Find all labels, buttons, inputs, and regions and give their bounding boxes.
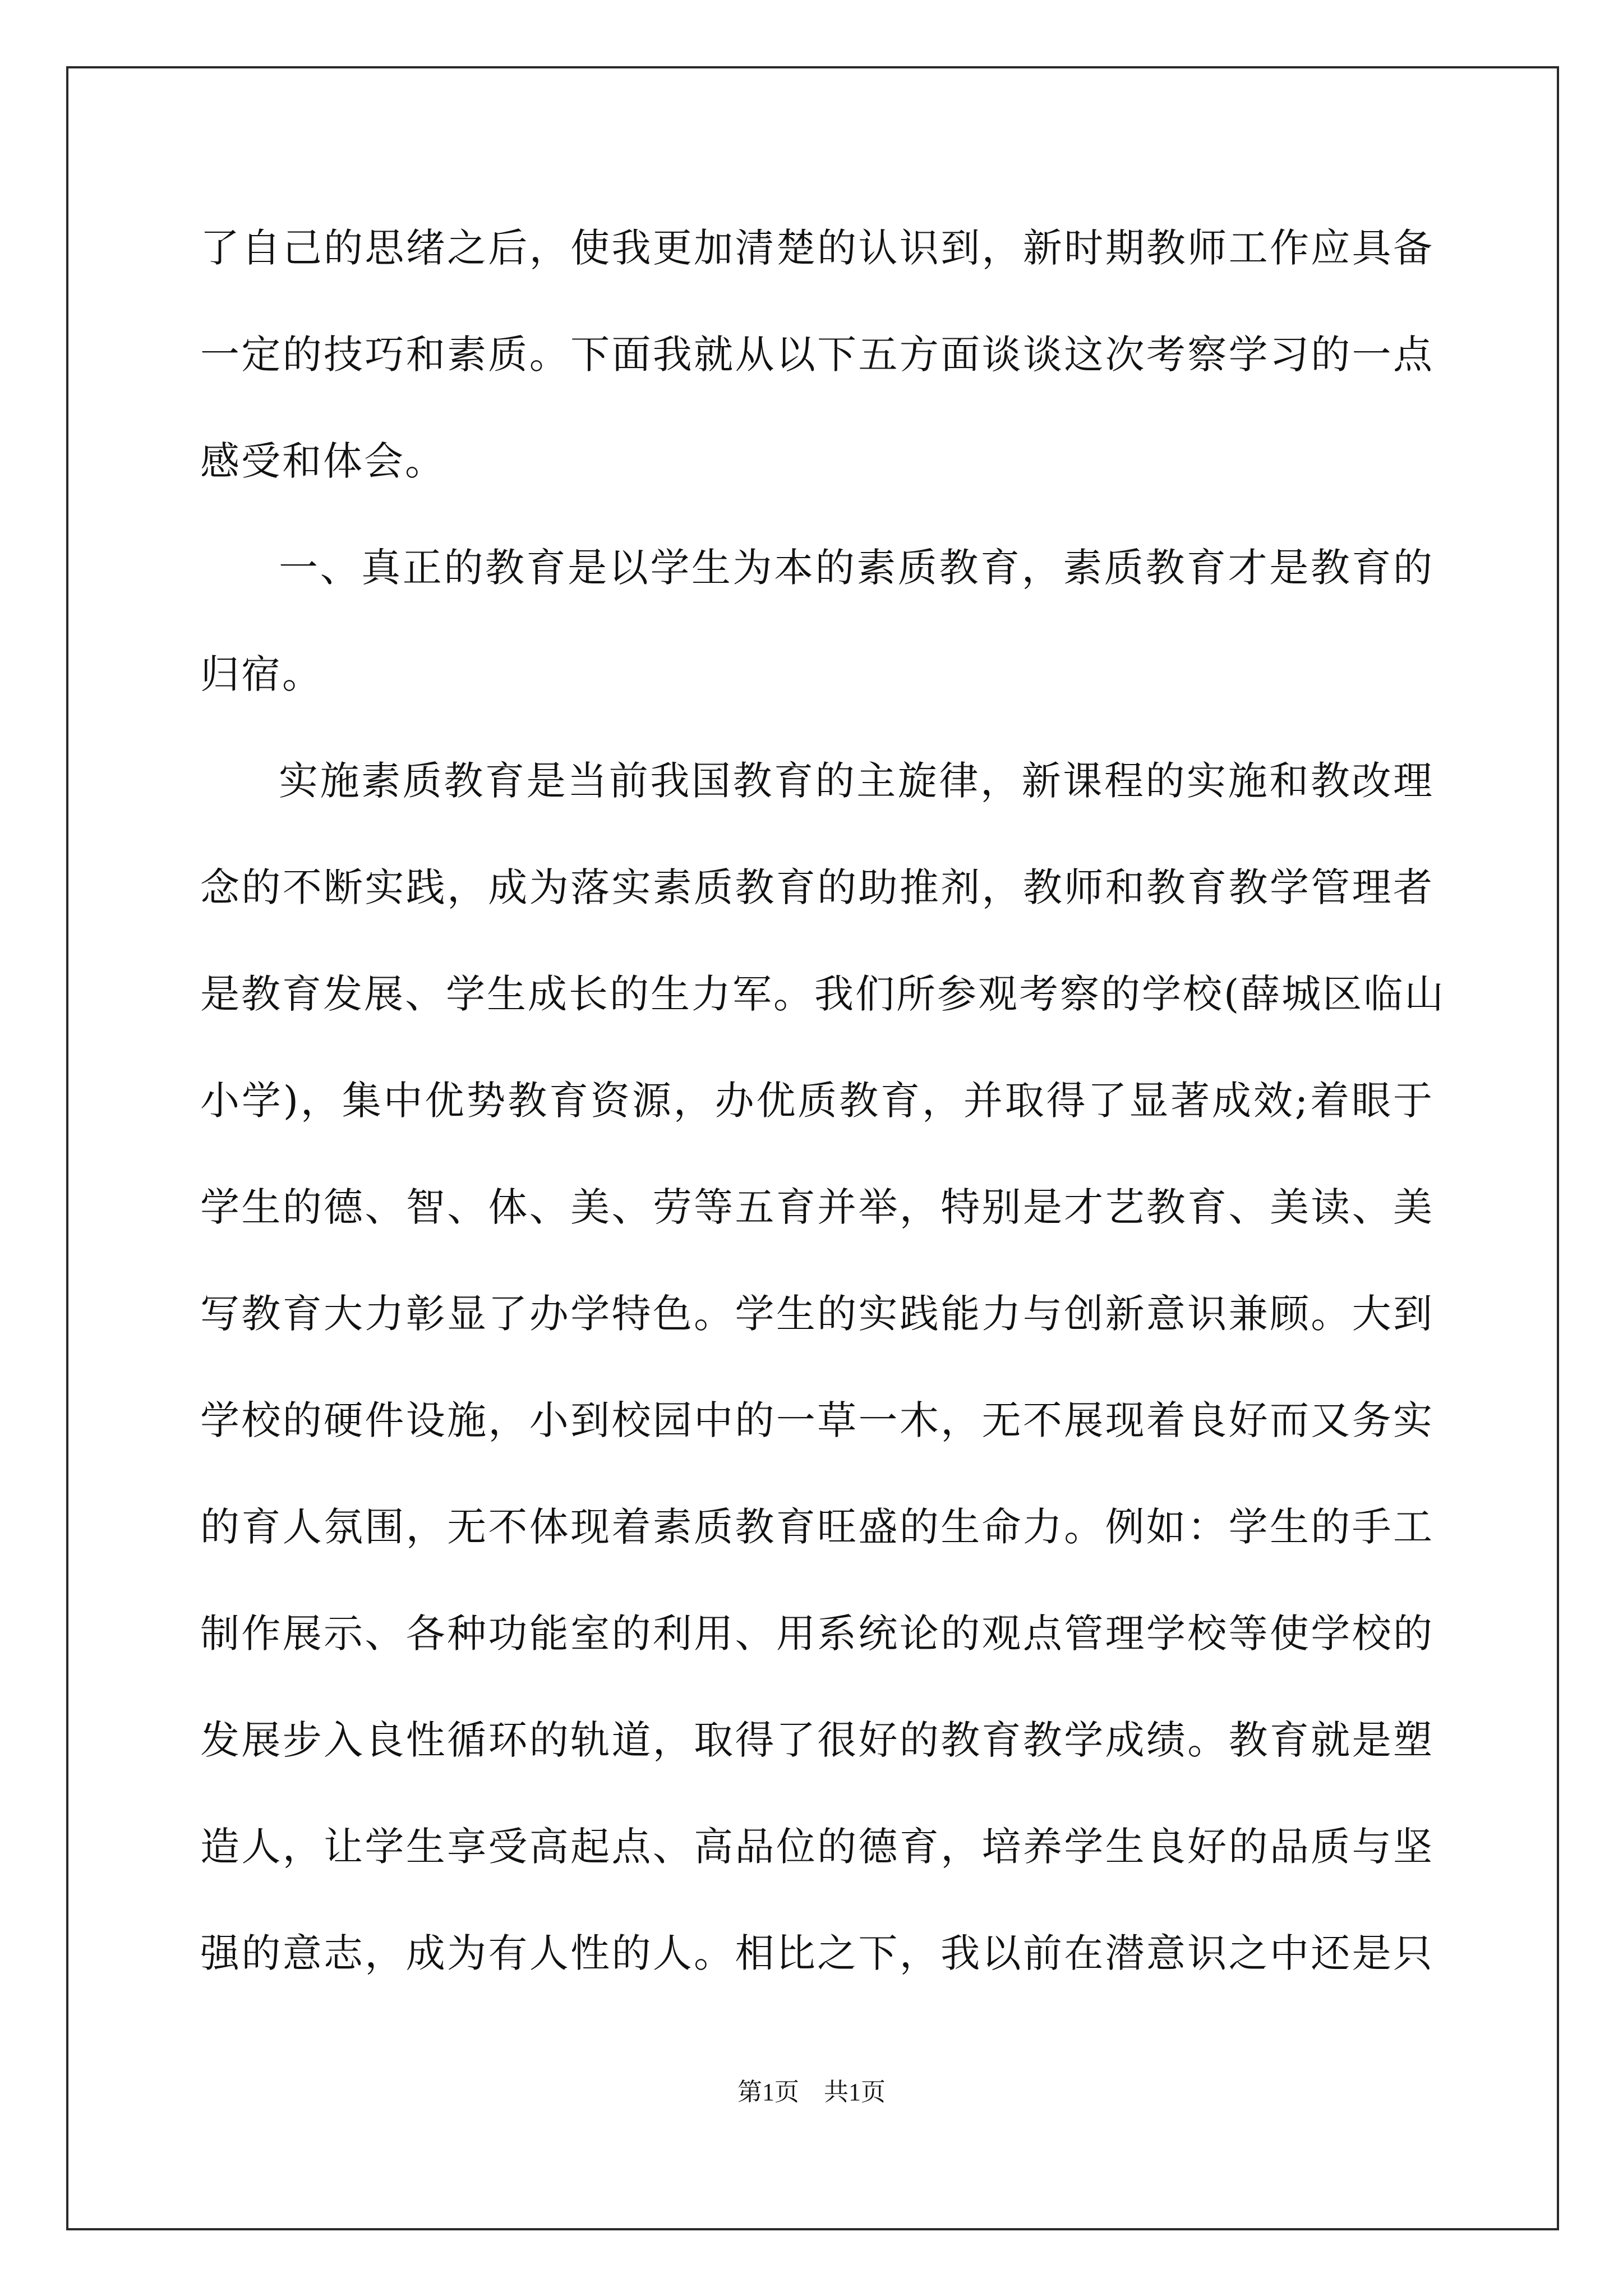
- text-line: 归宿。: [200, 651, 323, 697]
- page-border: [66, 66, 1559, 2230]
- text-line: 的育人氛围，无不体现着素质教育旺盛的生命力。例如：学生的手工: [200, 1504, 1434, 1550]
- paragraph-first-line: 实施素质教育是当前我国教育的主旋律，新课程的实施和教改理: [279, 758, 1434, 804]
- text-line: 写教育大力彰显了办学特色。学生的实践能力与创新意识兼顾。大到: [200, 1291, 1434, 1337]
- page-number-footer: 第1页 共1页: [737, 2078, 886, 2106]
- text-line: 造人，让学生享受高起点、高品位的德育，培养学生良好的品质与坚: [200, 1824, 1434, 1870]
- text-line: 强的意志，成为有人性的人。相比之下，我以前在潜意识之中还是只: [200, 1930, 1434, 1976]
- text-line: 了自己的思绪之后，使我更加清楚的认识到，新时期教师工作应具备: [200, 225, 1434, 271]
- text-line: 小学)，集中优势教育资源，办优质教育，并取得了显著成效;着眼于: [200, 1078, 1434, 1124]
- text-line: 一定的技巧和素质。下面我就从以下五方面谈谈这次考察学习的一点: [200, 332, 1434, 378]
- text-line: 制作展示、各种功能室的利用、用系统论的观点管理学校等使学校的: [200, 1611, 1434, 1657]
- text-line: 念的不断实践，成为落实素质教育的助推剂，教师和教育教学管理者: [200, 864, 1434, 910]
- text-line: 感受和体会。: [200, 438, 446, 484]
- paragraph-first-line: 一、真正的教育是以学生为本的素质教育，素质教育才是教育的: [279, 545, 1434, 591]
- text-line: 是教育发展、学生成长的生力军。我们所参观考察的学校(薛城区临山: [200, 971, 1446, 1017]
- text-line: 学校的硬件设施，小到校园中的一草一木，无不展现着良好而又务实: [200, 1397, 1434, 1443]
- text-line: 学生的德、智、体、美、劳等五育并举，特别是才艺教育、美读、美: [200, 1184, 1434, 1230]
- text-line: 发展步入良性循环的轨道，取得了很好的教育教学成绩。教育就是塑: [200, 1717, 1434, 1763]
